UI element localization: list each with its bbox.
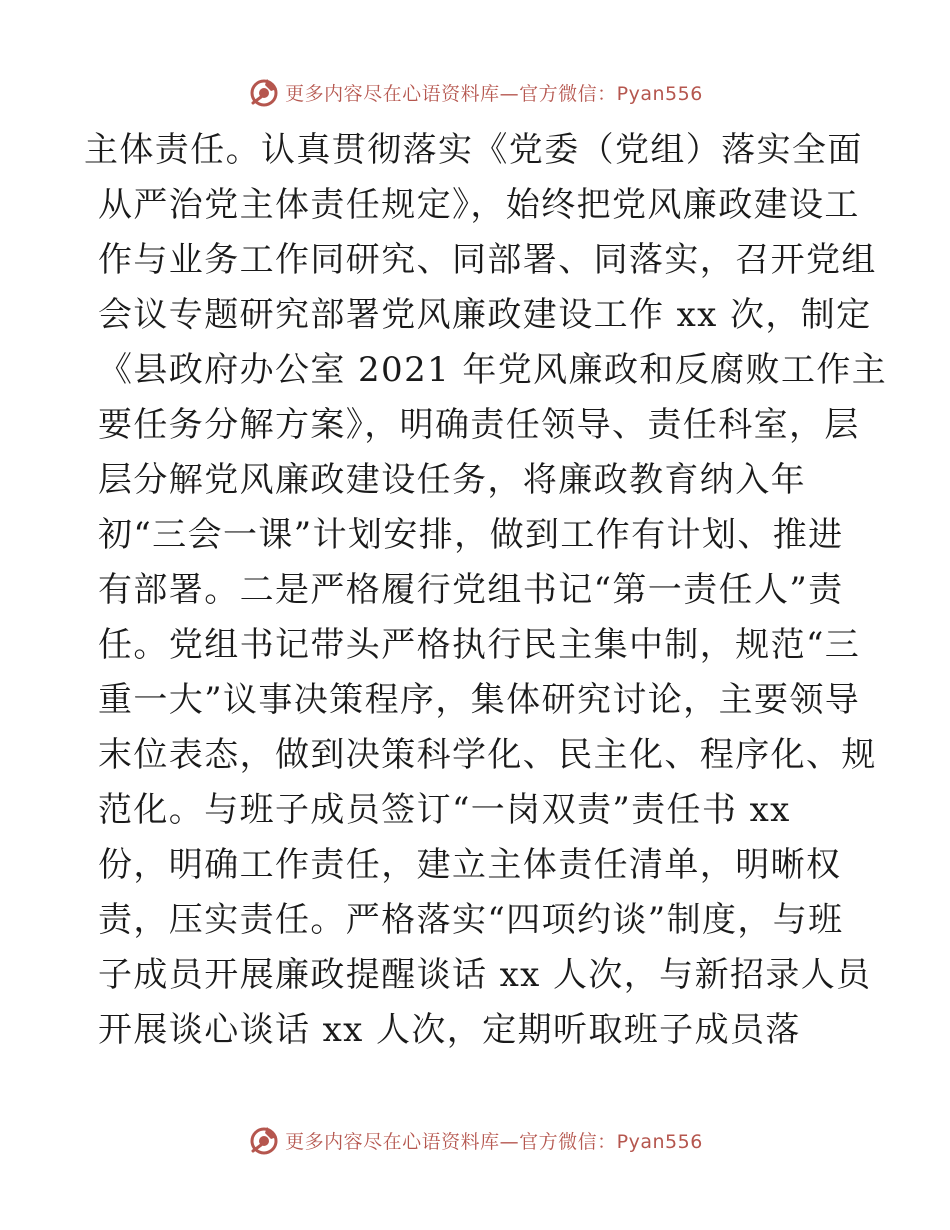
header-banner-text: 更多内容尽在心语资料库—官方微信：Pyan556 — [285, 82, 703, 105]
body-line: 《县政府办公室 2021 年党风廉政和反腐败工作主 — [98, 350, 888, 390]
body-line: 有部署。二是严格履行党组书记“第一责任人”责 — [98, 570, 844, 610]
body-line: 重一大”议事决策程序，集体研究讨论，主要领导 — [98, 680, 861, 720]
body-line: 层分解党风廉政建设任务，将廉政教育纳入年 — [98, 460, 806, 500]
body-line: 责，压实责任。严格落实“四项约谈”制度，与班 — [98, 900, 844, 940]
body-line: 末位表态，做到决策科学化、民主化、程序化、规 — [98, 735, 877, 775]
body-line: 开展谈心谈话 xx 人次，定期听取班子成员落 — [98, 1010, 801, 1050]
body-line: 任。党组书记带头严格执行民主集中制，规范“三 — [98, 625, 861, 665]
footer-banner — [0, 1120, 950, 1160]
logo-icon — [247, 75, 281, 109]
body-line: 作与业务工作同研究、同部署、同落实，召开党组 — [98, 240, 877, 280]
body-line: 份，明确工作责任，建立主体责任清单，明晰权 — [98, 845, 842, 885]
body-line: 主体责任。认真贯彻落实《党委（党组）落实全面 — [84, 130, 863, 170]
body-line: 要任务分解方案》，明确责任领导、责任科室，层 — [98, 405, 860, 445]
body-line: 子成员开展廉政提醒谈话 xx 人次，与新招录人员 — [98, 955, 872, 995]
body-line: 从严治党主体责任规定》，始终把党风廉政建设工 — [98, 185, 860, 225]
header-banner — [0, 72, 950, 112]
body-line: 范化。与班子成员签订“一岗双责”责任书 xx — [98, 790, 791, 830]
logo-icon — [247, 1123, 281, 1157]
body-line: 初“三会一课”计划安排，做到工作有计划、推进 — [98, 515, 844, 555]
document-body — [84, 123, 888, 1058]
body-line: 会议专题研究部署党风廉政建设工作 xx 次，制定 — [98, 295, 872, 335]
footer-banner-text: 更多内容尽在心语资料库—官方微信：Pyan556 — [285, 1130, 703, 1153]
